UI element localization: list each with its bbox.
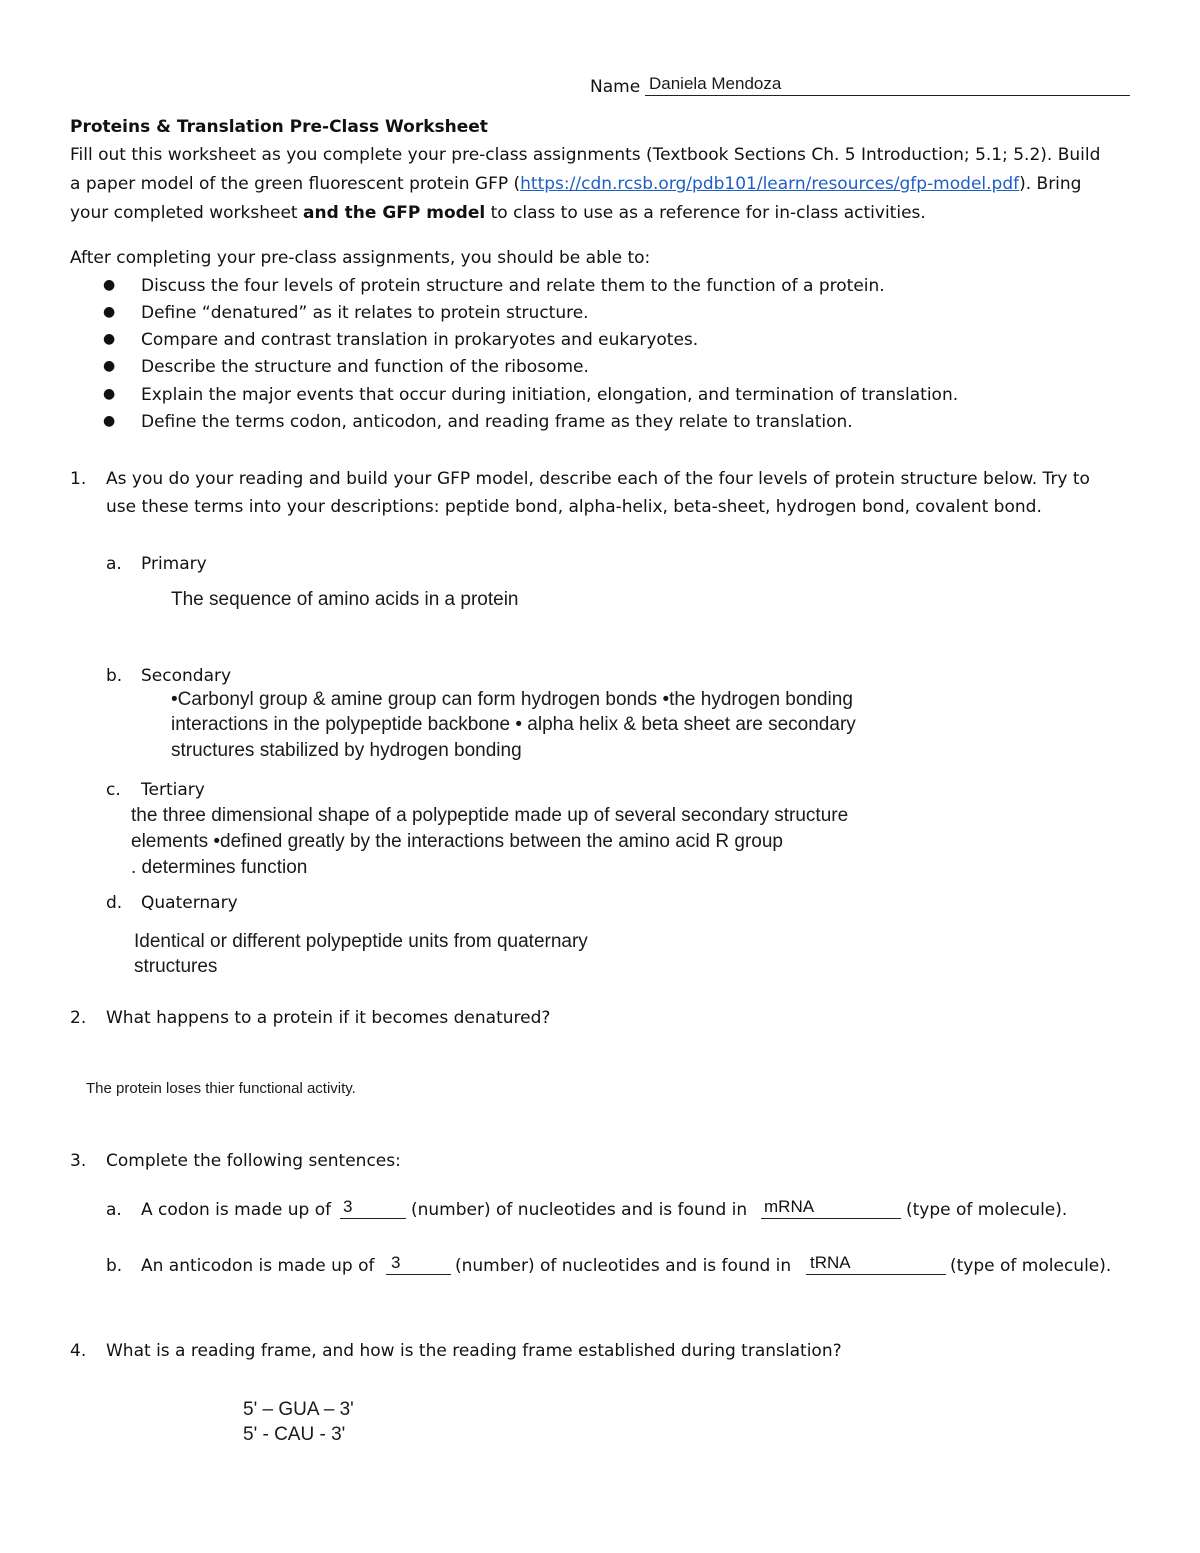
q4-answer-line-2[interactable]: 5' - CAU - 3' [243, 1424, 346, 1445]
q1c-label: Tertiary [141, 780, 205, 800]
q3a-number-answer[interactable]: 3 [343, 1197, 353, 1216]
q1d-label: Quaternary [141, 893, 238, 913]
q1a-answer[interactable]: The sequence of amino acids in a protein [171, 589, 519, 610]
q3b-mid: (number) of nucleotides and is found in [455, 1256, 792, 1276]
objectives-lead: After completing your pre-class assignments, you should be able to: [70, 248, 651, 268]
intro-line-2: a paper model of the green fluorescent protein GFP (https://cdn.rcsb.org/pdb101/learn/resources/gfp-model.pdf). Bring [70, 174, 1082, 194]
name-value[interactable]: Daniela Mendoza [649, 74, 782, 93]
q3-number: 3. [70, 1151, 87, 1171]
q3b-pre: An anticodon is made up of [141, 1256, 375, 1276]
q1b-answer-line-3[interactable]: structures stabilized by hydrogen bonding [171, 740, 522, 761]
q3a-letter: a. [106, 1200, 122, 1220]
q1b-label: Secondary [141, 666, 232, 686]
q1b-letter: b. [106, 666, 123, 686]
objective-item: Define “denatured” as it relates to protein structure. [141, 303, 589, 323]
q2-answer[interactable]: The protein loses thier functional activity. [86, 1080, 356, 1097]
q4-number: 4. [70, 1341, 87, 1361]
q1c-answer-line-2[interactable]: elements •defined greatly by the interactions between the amino acid R group [131, 831, 783, 852]
objective-item: Explain the major events that occur during initiation, elongation, and termination of translation. [141, 385, 959, 405]
q3a-post: (type of molecule). [906, 1200, 1068, 1220]
q3a-type-answer[interactable]: mRNA [764, 1197, 815, 1216]
q1c-letter: c. [106, 780, 121, 800]
intro-line-1: Fill out this worksheet as you complete your pre-class assignments (Textbook Sections Ch. 5 Introduction; 5.1; 5.2). Build [70, 145, 1101, 165]
q3b-type-blank [806, 1274, 946, 1275]
q1d-letter: d. [106, 893, 123, 913]
q1b-answer-line-2[interactable]: interactions in the polypeptide backbone • alpha helix & beta sheet are secondary [171, 714, 856, 735]
bullet-icon: ● [103, 304, 116, 320]
q3a-mid: (number) of nucleotides and is found in [411, 1200, 748, 1220]
q2-question: What happens to a protein if it becomes denatured? [106, 1008, 551, 1028]
q3b-letter: b. [106, 1256, 123, 1276]
objective-item: Describe the structure and function of the ribosome. [141, 357, 589, 377]
intro-line-3: your completed worksheet and the GFP model to class to use as a reference for in-class activities. [70, 203, 926, 223]
q2-number: 2. [70, 1008, 87, 1028]
q1b-answer-line-1[interactable]: •Carbonyl group & amine group can form hydrogen bonds •the hydrogen bonding [171, 689, 853, 710]
q1d-answer-line-1[interactable]: Identical or different polypeptide units from quaternary [134, 931, 588, 952]
q3b-post: (type of molecule). [950, 1256, 1112, 1276]
q3b-number-answer[interactable]: 3 [391, 1253, 401, 1272]
q3b-type-answer[interactable]: tRNA [810, 1253, 851, 1272]
q1a-label: Primary [141, 554, 207, 574]
q1c-answer-line-1[interactable]: the three dimensional shape of a polypeptide made up of several secondary structure [131, 805, 849, 826]
q3a-type-blank [761, 1218, 901, 1219]
q3-question: Complete the following sentences: [106, 1151, 401, 1171]
bullet-icon: ● [103, 277, 116, 293]
q1-line-1: As you do your reading and build your GFP model, describe each of the four levels of protein structure below. Try to [106, 469, 1090, 489]
name-underline [645, 95, 1130, 96]
name-label: Name [590, 77, 641, 97]
q3a-pre: A codon is made up of [141, 1200, 332, 1220]
objective-item: Compare and contrast translation in prokaryotes and eukaryotes. [141, 330, 699, 350]
q1-line-2: use these terms into your descriptions: peptide bond, alpha-helix, beta-sheet, hydrogen bond, covalent bond. [106, 497, 1042, 517]
bullet-icon: ● [103, 358, 116, 374]
bullet-icon: ● [103, 386, 116, 402]
page-title: Proteins & Translation Pre-Class Worksheet [70, 117, 488, 137]
objective-item: Discuss the four levels of protein structure and relate them to the function of a protein. [141, 276, 885, 296]
q3a-number-blank [340, 1218, 406, 1219]
q1-number: 1. [70, 469, 87, 489]
q3b-number-blank [386, 1274, 451, 1275]
q4-answer-line-1[interactable]: 5' – GUA – 3' [243, 1399, 354, 1420]
q4-question: What is a reading frame, and how is the reading frame established during translation? [106, 1341, 842, 1361]
q1c-answer-line-3[interactable]: . determines function [131, 857, 308, 878]
bullet-icon: ● [103, 331, 116, 347]
q1d-answer-line-2[interactable]: structures [134, 956, 218, 977]
bullet-icon: ● [103, 413, 116, 429]
q1a-letter: a. [106, 554, 122, 574]
objective-item: Define the terms codon, anticodon, and reading frame as they relate to translation. [141, 412, 853, 432]
gfp-model-link[interactable]: https://cdn.rcsb.org/pdb101/learn/resources/gfp-model.pdf [520, 174, 1020, 194]
